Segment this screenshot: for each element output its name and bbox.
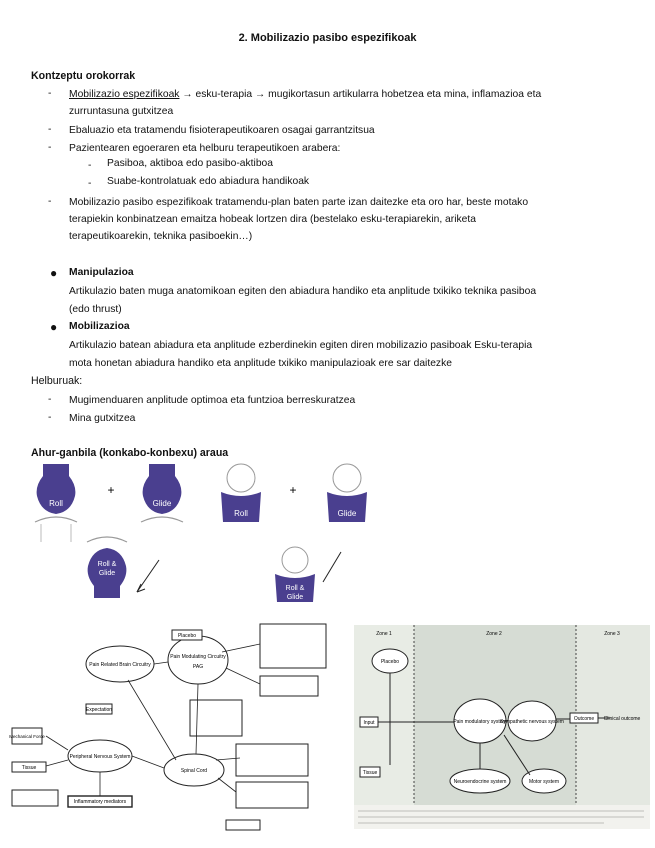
box-hypoalgesia — [236, 782, 308, 808]
node-pain-modulating — [168, 636, 228, 684]
node-label: Pain Modulating Circuitry — [170, 654, 226, 660]
node-label: Placebo — [380, 659, 400, 665]
concave-roll-glide-group — [221, 464, 367, 602]
box-label: Clinical outcome — [603, 716, 641, 722]
label-roll-glide: Roll & — [97, 561, 117, 568]
convex-roll-glide-group — [35, 464, 183, 598]
dash-marker: - — [48, 142, 52, 153]
node-label: Motor system — [528, 779, 560, 785]
node-label: Pain modulatory system — [453, 719, 507, 725]
box-hormone — [260, 676, 318, 696]
list-item-text: Mobilizazio pasibo espezifikoak tratamendu-plan baten parte izan daitezke eta oro har, beste motako — [69, 197, 529, 208]
list-item-text: → esku-terapia → mugikortasun artikularra hobetzea eta mina, inflamazioa eta — [179, 89, 542, 100]
sub-item-speed: Suabe-kontrolatuak edo abiadura handikoak — [107, 176, 310, 187]
paragraph-manipulation — [69, 283, 625, 318]
concave-surface — [141, 517, 183, 522]
box-label: Tissue — [21, 765, 37, 771]
goal-item-pain: Mina gutxitzea — [69, 413, 136, 424]
zone-label: Zone 3 — [604, 631, 620, 637]
section-heading-general: Kontzeptu orokorrak — [31, 70, 136, 82]
heading-manipulation: Manipulazioa — [69, 267, 134, 278]
dash-marker: - — [48, 394, 52, 405]
convex-outline — [227, 464, 255, 492]
node-label: Spinal Cord — [180, 768, 208, 774]
goal-item-range: Mugimenduaren anplitude optimoa eta funtzioa berreskuratzea — [69, 395, 356, 406]
sub-item-passive: Pasiboa, aktiboa edo pasibo-aktiboa — [107, 158, 274, 169]
list-item-patient-state: Pazientearen egoeraren eta helburu terapeutikoen arabera: — [69, 143, 341, 154]
list-item-text: terapeutikoarekin, teknika pasiboekin…) — [69, 231, 253, 242]
node-label: Pain Related Brain Circuitry — [89, 662, 151, 668]
list-item-evaluation: Ebaluazio eta tratamendu fisioterapeutikoaren osagai garrantzitsua — [69, 125, 375, 136]
bone-shaft-outline — [41, 524, 71, 542]
concave-surface — [35, 517, 77, 522]
bullet-dot: ● — [50, 266, 58, 280]
page-title: 2. Mobilizazio pasibo espezifikoak — [238, 32, 417, 44]
paragraph-mobilization — [69, 337, 625, 372]
concave-surface — [87, 537, 127, 542]
heading-mobilization: Mobilizazioa — [69, 321, 130, 332]
box-label: Input — [363, 720, 375, 726]
box-label: Outcome — [573, 716, 595, 722]
dash-marker: - — [48, 88, 52, 99]
arrow — [323, 552, 341, 582]
section-heading-goals: Helburuak: — [31, 375, 83, 387]
box-supraspinal — [260, 624, 326, 668]
plus-sign: + — [107, 483, 115, 497]
box-label: Inflammatory mediators — [73, 799, 127, 805]
node-label: Sympathetic nervous system — [500, 719, 564, 725]
list-item-text: zurruntasuna gutxitzea — [69, 106, 174, 117]
bullet-dot: ● — [50, 320, 58, 334]
section-heading-concave-convex: Ahur-ganbila (konkabo-konbexu) araua — [31, 447, 229, 459]
box-label: Expectation — [85, 707, 113, 713]
label-roll-glide: Glide — [98, 570, 116, 577]
paragraph-text: mota honetan abiadura handiko eta anplitude txikiko manipulazioak ere sar daitezke — [69, 357, 452, 369]
list-item-text: terapiekin konbinatzean emaitza hobeak lortzen dira (bestelako esku-terapiarekin, ariketa — [69, 214, 476, 225]
label-roll-b: Roll — [234, 509, 248, 518]
list-item-mobilization — [69, 86, 625, 120]
convex-outline — [333, 464, 361, 492]
concave-convex-figure — [31, 462, 371, 608]
box-neuromuscular — [236, 744, 308, 776]
zone-label: Zone 2 — [486, 631, 502, 637]
arrow — [137, 560, 159, 592]
dash-marker: - — [48, 412, 52, 423]
box-label: Tissue — [362, 770, 378, 776]
plus-sign: + — [289, 483, 297, 497]
label-roll: Roll — [49, 499, 63, 508]
box-label: Mechanical Force — [9, 734, 45, 739]
paragraph-text: (edo thrust) — [69, 303, 122, 315]
paragraph-text: Artikulazio batean abiadura eta anplitude ezberdinekin egiten diren mobilizazio pasiboak Esku-terapia — [69, 340, 533, 351]
label-glide: Glide — [152, 499, 172, 508]
dash-marker: - — [88, 178, 92, 189]
box-label: Placebo — [177, 633, 197, 639]
node-label: PAG — [192, 664, 204, 670]
label-roll-glide-b: Roll & — [285, 585, 305, 592]
dash-marker: - — [48, 196, 52, 207]
box-outcome — [12, 790, 58, 806]
label-roll-glide-b: Glide — [286, 594, 304, 601]
pain-circuitry-diagram — [8, 620, 341, 834]
node-label: Peripheral Nervous System — [69, 754, 131, 760]
zone-model-diagram — [354, 625, 650, 829]
box-autonomic — [190, 700, 242, 736]
convex-outline — [282, 547, 308, 573]
box-placebo-2 — [226, 820, 260, 830]
label-glide-b: Glide — [337, 509, 357, 518]
list-item-combination — [69, 194, 625, 245]
term-underlined: Mobilizazio espezifikoak — [69, 89, 180, 100]
zone-label: Zone 1 — [376, 631, 392, 637]
node-label: Neuroendocrine system — [453, 779, 507, 785]
dash-marker: - — [88, 160, 92, 171]
paragraph-text: Artikulazio baten muga anatomikoan egiten den abiadura handiko eta anplitude txikiko teknika pasiboa — [69, 286, 537, 297]
dash-marker: - — [48, 124, 52, 135]
